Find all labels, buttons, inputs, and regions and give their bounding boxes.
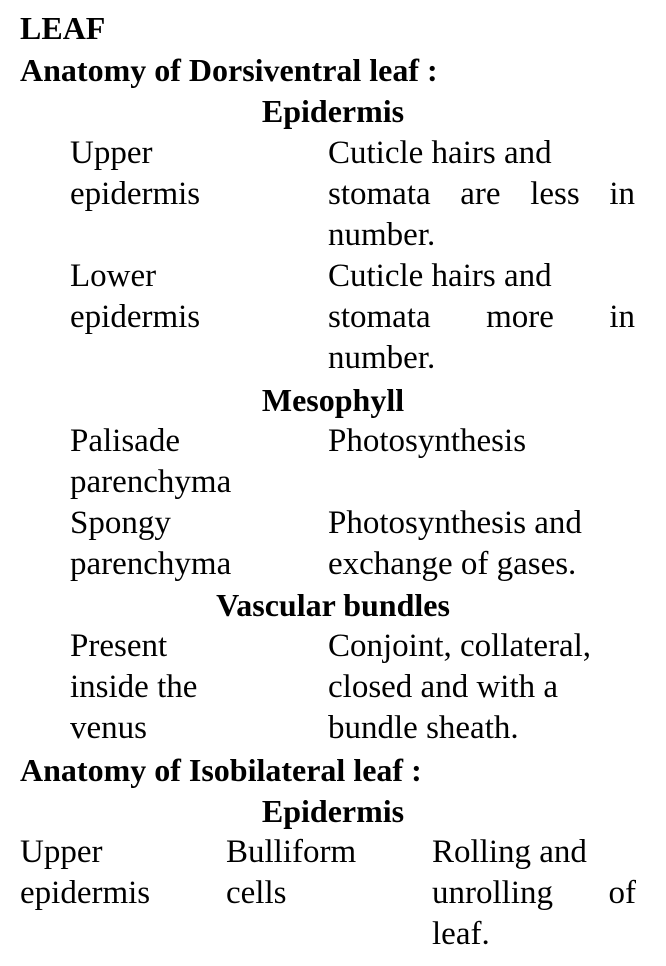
iso-desc-line-2: unrolling of xyxy=(432,875,636,911)
vascular-name-line-2: inside the xyxy=(70,669,198,705)
iso-upper-epidermis-name-line-2: epidermis xyxy=(20,875,151,911)
vascular-bundles-heading: Vascular bundles xyxy=(216,587,450,623)
upper-epidermis-desc-line-2: stomata are less in xyxy=(328,176,635,212)
vascular-name-line-3: venus xyxy=(70,710,147,746)
isobilateral-heading: Anatomy of Isobilateral leaf : xyxy=(20,752,422,788)
palisade-name-line-1: Palisade xyxy=(70,423,180,459)
vascular-desc-line-2: closed and with a xyxy=(328,669,559,705)
spongy-name-line-1: Spongy xyxy=(70,505,171,541)
iso-bulliform-line-1: Bulliform xyxy=(226,834,357,870)
spongy-name-line-2: parenchyma xyxy=(70,546,232,582)
upper-epidermis-desc-line-3: number. xyxy=(328,217,436,253)
lower-epidermis-desc-line-3: number. xyxy=(328,340,436,376)
lower-epidermis-desc-line-2: stomata more in xyxy=(328,299,635,335)
vascular-desc-line-3: bundle sheath. xyxy=(328,710,519,746)
dorsiventral-heading: Anatomy of Dorsiventral leaf : xyxy=(20,52,438,88)
palisade-desc-line-1: Photosynthesis xyxy=(328,423,527,459)
upper-epidermis-desc-line-1: Cuticle hairs and xyxy=(328,135,552,171)
spongy-desc-line-1: Photosynthesis and xyxy=(328,505,582,541)
isobilateral-epidermis-heading: Epidermis xyxy=(261,793,405,829)
iso-desc-line-3: leaf. xyxy=(432,916,490,952)
upper-epidermis-name-line-1: Upper xyxy=(70,135,153,171)
mesophyll-heading: Mesophyll xyxy=(261,382,405,418)
palisade-name-line-2: parenchyma xyxy=(70,464,232,500)
lower-epidermis-desc-line-1: Cuticle hairs and xyxy=(328,258,552,294)
iso-desc-line-1: Rolling and xyxy=(432,834,587,870)
lower-epidermis-name-line-1: Lower xyxy=(70,258,157,294)
dorsiventral-epidermis-heading: Epidermis xyxy=(261,93,405,129)
spongy-desc-line-2: exchange of gases. xyxy=(328,546,577,582)
upper-epidermis-name-line-2: epidermis xyxy=(70,176,201,212)
iso-bulliform-line-2: cells xyxy=(226,875,287,911)
page-title: LEAF xyxy=(20,10,106,46)
iso-upper-epidermis-name-line-1: Upper xyxy=(20,834,103,870)
lower-epidermis-name-line-2: epidermis xyxy=(70,299,201,335)
vascular-name-line-1: Present xyxy=(70,628,168,664)
vascular-desc-line-1: Conjoint, collateral, xyxy=(328,628,592,664)
